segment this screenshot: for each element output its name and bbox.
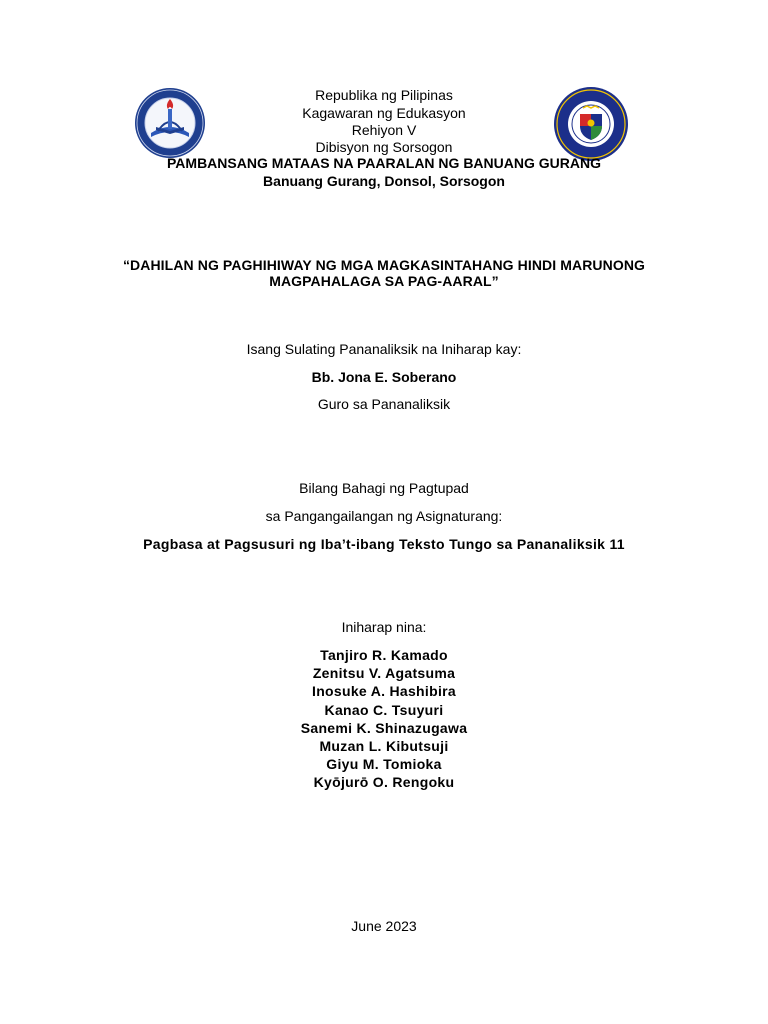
authors-label: Iniharap nina: [341,619,427,635]
teacher-role: Guro sa Pananaliksik [317,396,451,412]
author-name: Zenitsu V. Agatsuma [312,665,456,682]
header-region: Rehiyon V [351,122,417,138]
presentation-intro: Isang Sulating Pananaliksik na Iniharap kay: [246,341,522,357]
author-name: Tanjiro R. Kamado [320,647,448,663]
author-name: Kyōjurō O. Rengoku [313,774,455,791]
fulfillment-line2: sa Pangangailangan ng Asignaturang: [265,508,503,524]
author-name: Muzan L. Kibutsuji [319,738,449,755]
authors-list [0,646,768,792]
school-name: PAMBANSANG MATAAS NA PAARALAN NG BANUANG GURANG [167,155,601,171]
research-title-line2: MAGPAHALAGA SA PAG-AARAL” [269,273,499,289]
author-name: Giyu M. Tomioka [326,756,442,773]
subject-name: Pagbasa at Pagsusuri ng Iba’t-ibang Teksto Tungo sa Pananaliksik 11 [143,536,625,552]
author-name: Kanao C. Tsuyuri [324,701,444,718]
author-name: Sanemi K. Shinazugawa [300,719,468,736]
header-republic: Republika ng Pilipinas [315,87,453,103]
fulfillment-line1: Bilang Bahagi ng Pagtupad [299,480,469,496]
submission-date: June 2023 [351,918,417,934]
header-department: Kagawaran ng Edukasyon [302,105,466,121]
research-title-line1: “DAHILAN NG PAGHIHIWAY NG MGA MAGKASINTAHANG HINDI MARUNONG [122,257,646,273]
school-address: Banuang Gurang, Donsol, Sorsogon [263,173,505,189]
teacher-name: Bb. Jona E. Soberano [311,369,457,385]
header-division: Dibisyon ng Sorsogon [315,139,453,155]
author-name: Inosuke A. Hashibira [312,683,456,700]
